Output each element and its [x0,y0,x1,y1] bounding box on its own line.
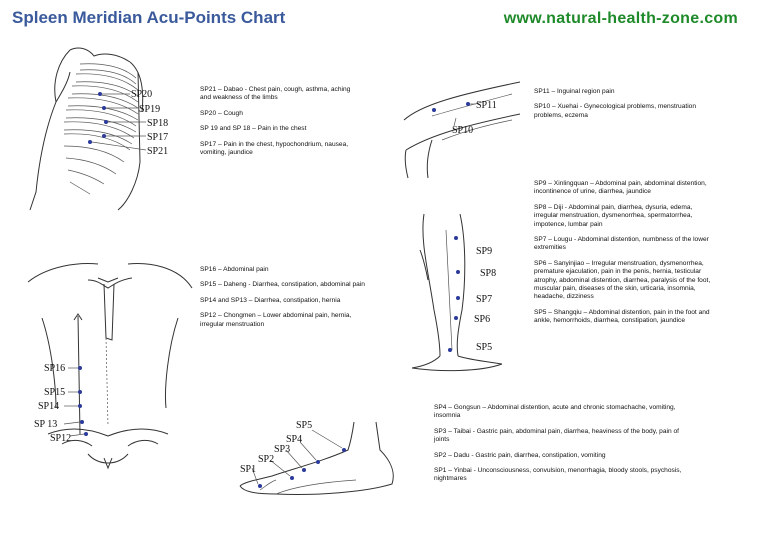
abdomen-label-sp12: SP12 [50,433,72,444]
foot-figure [236,420,406,510]
desc-sp20: SP20 – Cough [200,109,243,117]
knee-label-sp11: SP11 [476,100,497,111]
desc-sp2: SP2 – Dadu - Gastric pain, diarrhea, constipation, vomiting [434,451,606,459]
abdomen-label-sp13: SP 13 [34,419,58,430]
knee-descriptions [534,88,714,127]
abdomen-descriptions [200,266,375,336]
abdomen-label-sp15: SP15 [44,387,66,398]
leg-label-sp8: SP8 [480,268,497,279]
foot-label-sp4: SP4 [286,434,303,445]
website-link[interactable]: www.natural-health-zone.com [503,10,738,27]
page-title: Spleen Meridian Acu-Points Chart [12,8,286,27]
desc-sp6: SP6 – Sanyinjiao – Irregular menstruation, dysmenorrhea, premature ejaculation, pain in the penis, hernia, testicular atrophy, abdominal distention, diarrhea, paralysis of the foot, muscular pain, diseases of the skin, urticaria, insomnia, headache, dizziness [534,259,711,301]
desc-sp4: SP4 – Gongsun – Abdominal distention, acute and chronic stomachache, vomiting, insomnia [434,404,676,420]
leg-descriptions [534,180,714,333]
desc-sp12: SP12 – Chongmen – Lower abdominal pain, hernia, irregular menstruation [200,312,352,328]
desc-sp17: SP17 – Pain in the chest, hypochondrium, nausea, vomiting, jaundice [200,140,349,157]
chest-label-sp18: SP18 [147,118,169,129]
desc-sp15: SP15 – Daheng - Diarrhea, constipation, abdominal pain [200,281,365,289]
desc-sp5: SP5 – Shangqiu – Abdominal distention, pain in the foot and ankle, hemorrhoids, diarrhea, constipation, jaundice [534,308,710,325]
desc-sp14-sp13: SP14 and SP13 – Diarrhea, constipation, hernia [200,296,341,304]
chest-descriptions [200,86,362,164]
foot-label-sp3: SP3 [274,444,291,455]
chest-figure [18,42,198,212]
foot-label-sp5: SP5 [296,420,313,431]
leg-label-sp5: SP5 [476,342,493,353]
desc-sp21: SP21 – Dabao - Chest pain, cough, asthma, aching and weakness of the limbs [200,86,351,102]
abdomen-label-sp14: SP14 [38,401,60,412]
leg-figure [410,210,530,380]
chest-label-sp17: SP17 [147,132,169,143]
desc-sp8: SP8 – Diji - Abdominal pain, diarrhea, dysuria, edema, irregular menstruation, dysmenorrhea, spermatorrhea, impotence, lumbar pain [534,203,693,228]
leg-label-sp9: SP9 [476,246,493,257]
knee-figure [402,80,522,180]
foot-label-sp2: SP2 [258,454,275,465]
desc-sp19-sp18: SP 19 and SP 18 – Pain in the chest [200,125,307,133]
desc-sp7: SP7 – Lougu - Abdominal distention, numbness of the lower extremities [534,236,709,252]
desc-sp11: SP11 – Inguinal region pain [534,88,615,95]
desc-sp10: SP10 – Xuehai - Gynecological problems, menstruation problems, eczema [534,103,697,119]
desc-sp1: SP1 – Yinbai - Unconsciousness, convulsion, menorrhagia, bloody stools, psychosis, nightmares [434,467,682,483]
chest-label-sp21: SP21 [147,146,169,157]
leg-label-sp7: SP7 [476,294,493,305]
desc-sp9: SP9 – Xinlingquan – Abdominal pain, abdominal distention, incontinence of urine, diarrhea, jaundice [534,180,707,196]
leg-label-sp6: SP6 [474,314,491,325]
desc-sp16: SP16 – Abdominal pain [200,266,269,273]
foot-label-sp1: SP1 [240,464,257,475]
knee-label-sp10: SP10 [452,125,474,136]
foot-descriptions [434,404,696,491]
abdomen-label-sp16: SP16 [44,363,66,374]
chest-label-sp19: SP19 [139,104,161,115]
abdomen-figure [28,258,198,498]
desc-sp3: SP3 – Taibai - Gastric pain, abdominal pain, diarrhea, heaviness of the body, pain of joints [434,427,679,444]
chest-label-sp20: SP20 [131,89,153,100]
